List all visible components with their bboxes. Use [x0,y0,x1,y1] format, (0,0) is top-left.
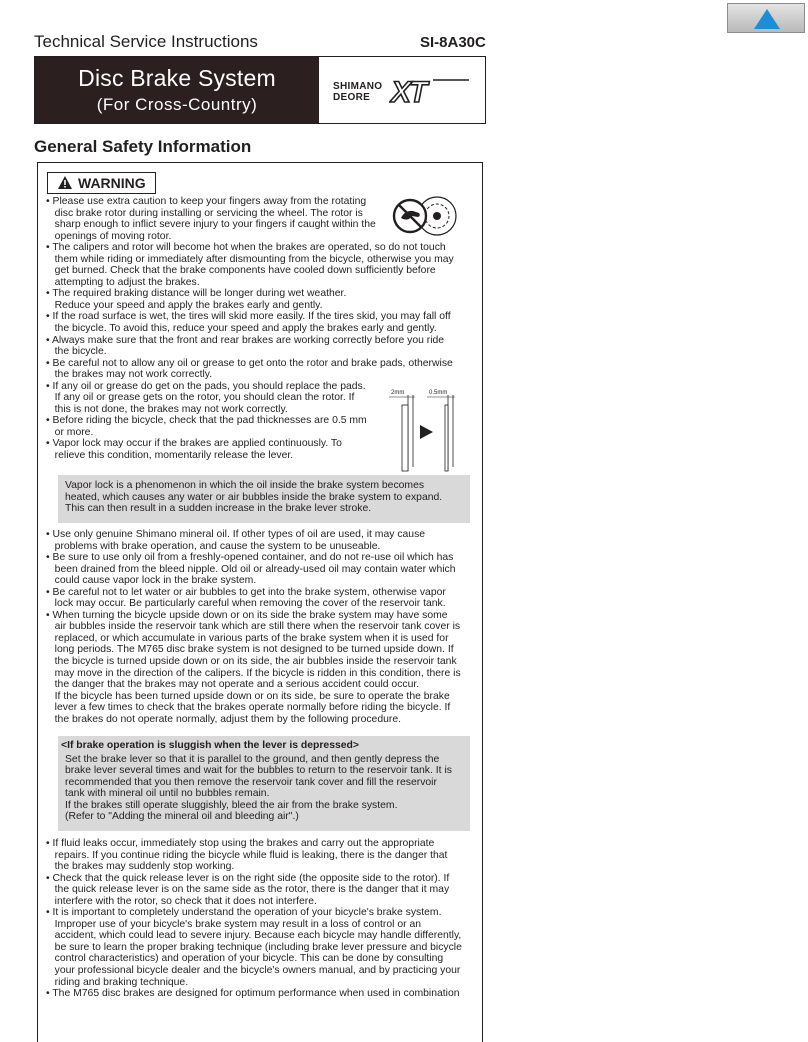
text-line: relieve this condition, momentarily release the lever. [46,450,294,462]
text-line: • Be careful not to allow any oil or grease to get onto the rotor and brake pads, otherwise [46,357,453,369]
text-line: the bicycle is turned upside down or on its side, the air bubbles inside the reservoir tank [46,656,457,668]
text-line: could cause vapor lock in the brake system. [46,575,257,587]
text-line: • Always make sure that the front and rear brakes are working correctly before you ride [46,334,445,346]
text-line: disc brake rotor during installing or servicing the wheel. The rotor is [46,207,363,219]
text-line: attempting to adjust the brakes. [46,276,200,288]
text-line: sharp enough to inflict severe injury to your fingers if caught within the [46,219,376,231]
text-line: may move in the direction of the calipers. If the bicycle is ridden in this condition, there is [46,667,461,679]
text-line: heated, which causes any water or air bubbles inside the brake system to expand. [65,491,443,503]
text-line: control characteristics) and operation of your bicycle. This can be done by consulting [46,953,444,965]
text-line: If the brakes still operate sluggishly, bleed the air from the brake system. [65,799,398,811]
warning-label [47,172,156,194]
note-heading: <If brake operation is sluggish when the lever is depressed> [61,740,359,751]
text-line: Improper use of your bicycle's brake system may result in a loss of control or an [46,918,422,930]
text-line: If the bicycle has been turned upside down or on its side, be sure to operate the brake [46,690,450,702]
text-line: • Be careful not to let water or air bubbles to get into the brake system, otherwise vapor [46,586,446,598]
text-line: • The required braking distance will be longer during wet weather. [46,288,347,300]
warning-triangle-icon [57,175,73,190]
text-line: (Refer to "Adding the mineral oil and bleeding air".) [65,811,299,823]
text-line: openings of moving rotor. [46,230,172,242]
text-line: replaced, or which accumulate in various parts of the brake system when it is used for [46,632,449,644]
text-line: the bicycle. To avoid this, reduce your speed and apply the brakes early and gently. [46,323,437,335]
title-banner [34,56,486,124]
text-line: the danger that the brakes may not operate and a serious accident could occur. [46,679,420,691]
text-line: tank with mineral oil until no bubbles remain. [65,788,270,800]
warning-bullets-c [46,838,476,1000]
text-line: • Please use extra caution to keep your fingers away from the rotating [46,196,367,207]
text-line: • It is important to completely understand the operation of your bicycle's brake system. [46,907,442,919]
logo-line-shimano: SHIMANO [333,81,383,92]
text-line: • The calipers and rotor will become hot when the brakes are operated, so do not touch [46,242,446,254]
text-line: problems with brake operation, and cause the system to be unuseable. [46,540,381,552]
document-code: SI-8A30C [420,34,486,51]
section-title: General Safety Information [34,137,252,156]
text-line: • Check that the quick release lever is on the right side (the opposite side to the rotor). If [46,872,450,884]
text-line: the quick release lever is on the same side as the rotor, there is the danger that it may [46,884,450,896]
text-line: • When turning the bicycle upside down or on its side the brake system may have some [46,609,448,621]
text-line: lever a few times to check that the brakes operate normally before riding the bicycle. If [46,702,451,714]
text-line: If any oil or grease gets on the rotor, you should clean the rotor. If [46,392,355,404]
triangle-up-icon [753,8,781,30]
text-line: Vapor lock is a phenomenon in which the oil inside the brake system becomes [65,480,425,491]
logo-line-deore: DEORE [333,92,371,103]
warning-bullets-b [46,529,476,725]
text-line: be sure to learn the proper braking technique (including brake lever pressure and bicycle [46,941,462,953]
safety-content-box [37,162,483,1042]
banner-title-block [35,57,319,123]
pad-worn-label: 0.5mm [429,390,448,396]
xt-logo-icon [389,76,471,106]
text-line: • Vapor lock may occur if the brakes are applied continuously. To [46,438,342,450]
text-line: • The M765 disc brakes are designed for optimum performance when used in combination [46,988,460,1000]
text-line: long periods. The M765 disc brake system is not designed to be turned upside down. If [46,644,454,656]
text-line: air bubbles inside the reservoir tank which are still there when the reservoir tank cover is [46,621,461,633]
text-line: the bicycle. [46,346,107,358]
text-line: your professional bicycle dealer and the bicycle's owners manual, and by practicing your [46,965,461,977]
text-line: them while riding or immediately after dismounting from the bicycle, otherwise you may [46,253,454,265]
text-line: • Before riding the bicycle, check that the pad thicknesses are 0.5 mm [46,415,367,427]
text-line: or more. [46,426,94,438]
banner-subtitle: (For Cross-Country) [96,95,258,114]
text-line: • If the road surface is wet, the tires will skid more easily. If the tires skid, you may fall off [46,311,451,323]
text-line: this is not done, the brakes may not work correctly. [46,403,288,415]
text-line: get burned. Check that the brake components have cooled down sufficiently before [46,265,436,277]
text-line: the brakes may suddenly stop working. [46,861,235,873]
text-line: This can then result in a sudden increase in the brake lever stroke. [65,503,372,515]
scroll-up-button[interactable] [727,3,805,33]
text-line: recommended that you then remove the reservoir tank cover and fill the reservoir [65,776,437,788]
text-line: the brakes may not work correctly. [46,369,213,381]
pad-new-label: 2mm [391,390,405,396]
text-line: • Be sure to use only oil from a freshly-opened container, and do not re-use oil which has [46,552,454,564]
text-line: • If fluid leaks occur, immediately stop using the brakes and carry out the appropriate [46,838,435,849]
text-line: • If any oil or grease do get on the pads, you should replace the pads. [46,380,366,392]
svg-text:XT: XT [391,76,426,106]
warning-label-text: WARNING [78,175,146,191]
text-line: Set the brake lever so that it is parallel to the ground, and then gently depress the [65,753,440,765]
banner-title: Disc Brake System [78,65,276,91]
text-line: accident, which could lead to severe injury. Because each bicycle may handle differently, [46,930,462,942]
warning-bullets-a [46,196,476,462]
text-line: lock may occur. Be particularly careful when removing the cover of the reservoir tank. [46,598,446,610]
text-line: • Use only genuine Shimano mineral oil. If other types of oil are used, it may cause [46,529,426,540]
text-line: the brakes do not operate normally, adjust them by the following procedure. [46,713,402,725]
text-line: Reduce your speed and apply the brakes early and gently. [46,299,323,311]
text-line: riding and braking technique. [46,976,189,988]
document-header-title: Technical Service Instructions [34,32,258,51]
shimano-deore-xt-logo [333,74,473,108]
text-line: interfere with the rotor, so check that it does not interfere. [46,895,317,907]
text-line: been drained from the bleed nipple. Old oil or already-used oil may contain water which [46,563,456,575]
sluggish-brake-note [58,736,470,831]
text-line: repairs. If you continue riding the bicycle while fluid is leaking, there is the danger that [46,849,448,861]
vapor-lock-note [58,475,470,523]
text-line: brake lever several times and wait for the bubbles to return to the reservoir tank. It is [65,765,452,777]
